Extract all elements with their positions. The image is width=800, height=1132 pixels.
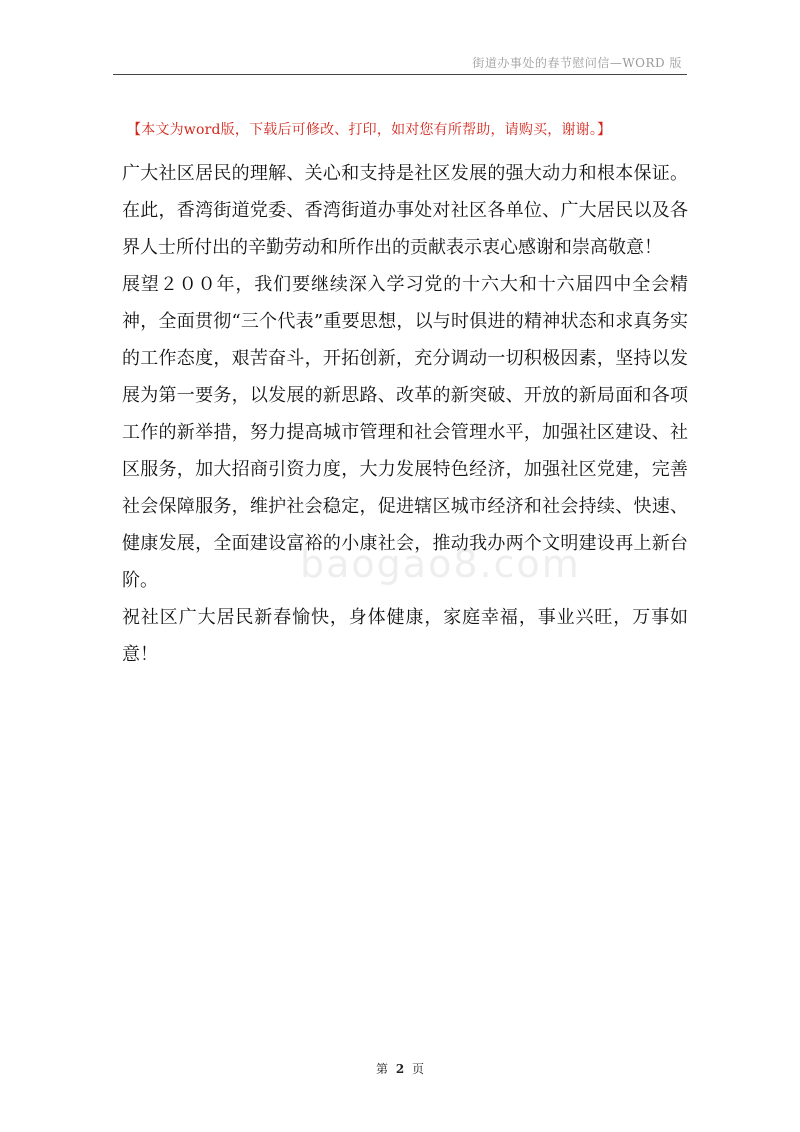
paragraph-gratitude: 广大社区居民的理解、关心和支持是社区发展的强大动力和根本保证。在此，香湾街道党委、香湾街道办事处对社区各单位、广大居民以及各界人士所付出的辛勤劳动和所作出的贡献表示衷心感谢和崇高敬意！	[122, 163, 688, 258]
paragraph-outlook: 展望２００年，我们要继续深入学习党的十六大和十六届四中全会精神，全面贯彻“三个代表”重要思想，以与时俱进的精神状态和求真务实的工作态度，艰苦奋斗，开拓创新，充分调动一切积极因素，坚持以发展为第一要务，以发展的新思路、改革的新突破、开放的新局面和各项工作的新举措，努力提高城市管理和社会管理水平，加强社区建设、社区服务，加大招商引资力度，大力发展特色经济，加强社区党建，完善社会保障服务，维护社会稳定，促进辖区城市经济和社会持续、快速、健康发展，全面建设富裕的小康社会，推动我办两个文明建设再上新台阶。	[122, 274, 688, 591]
running-header-title: 街道办事处的春节慰问信—WORD 版	[472, 56, 682, 70]
watermark: baogao8.com	[300, 542, 581, 586]
paragraph-wishes: 祝社区广大居民新春愉快，身体健康，家庭幸福，事业兴旺，万事如意！	[122, 607, 688, 665]
page-number-prefix: 第	[375, 1062, 388, 1076]
page-footer	[0, 1060, 800, 1077]
page-number: 2	[395, 1062, 405, 1076]
download-notice: 【本文为word版，下载后可修改、打印，如对您有所帮助，请购买，谢谢。】	[127, 122, 612, 138]
header-divider	[113, 74, 687, 75]
page-number-suffix: 页	[412, 1062, 425, 1076]
letter-body	[122, 155, 688, 673]
